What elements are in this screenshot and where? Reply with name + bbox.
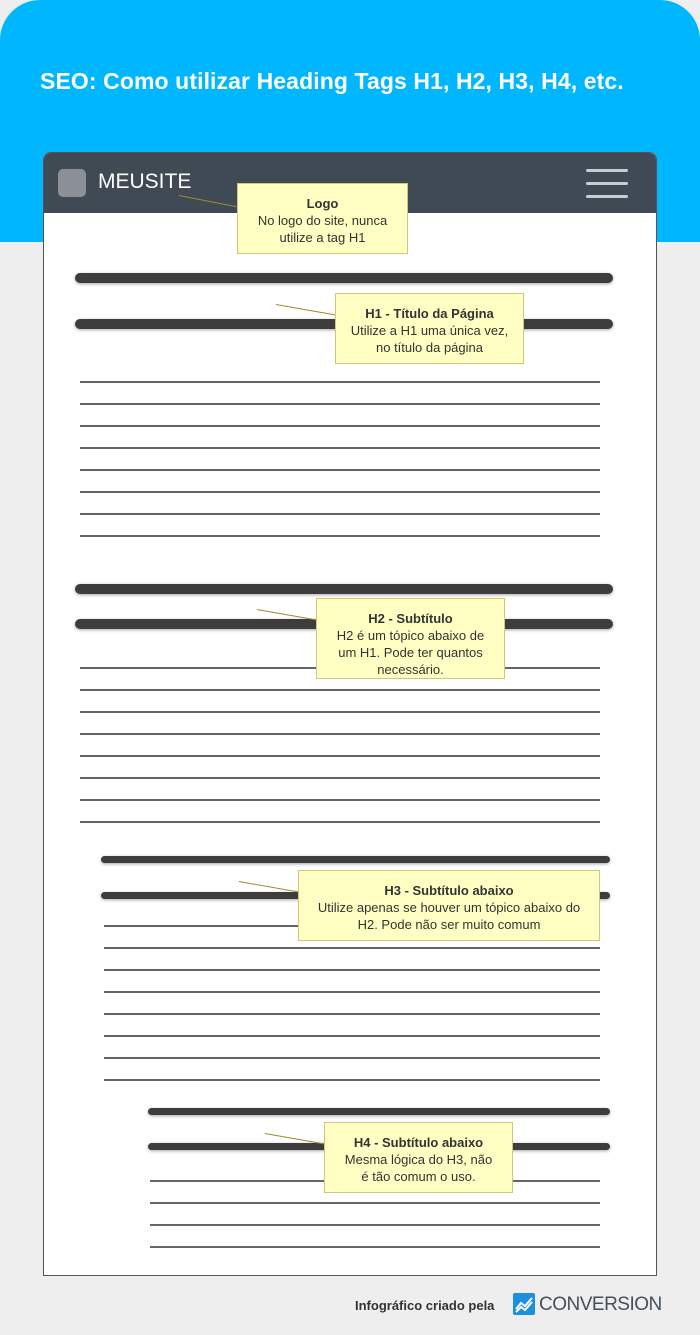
annotation-body: Utilize apenas se houver um tópico abaixo do H2. Pode não ser muito comum [317,900,581,932]
text-line [104,1057,600,1059]
annotation-body: No logo do site, nunca utilize a tag H1 [257,213,388,245]
text-line [150,1224,600,1226]
text-line [150,1246,600,1248]
text-line [80,469,600,471]
text-line [80,425,600,427]
h2-heading-bar [75,584,613,594]
text-line [80,513,600,515]
text-line [80,711,600,713]
h2-annotation [316,598,505,679]
annotation-body: Utilize a H1 uma única vez, no título da página [350,323,509,355]
text-line [80,535,600,537]
text-line [104,1013,600,1015]
conversion-chart-icon [513,1293,535,1315]
text-line [104,1079,600,1081]
h3-annotation [298,870,600,941]
text-line [104,991,600,993]
text-line [80,821,600,823]
text-line [80,491,600,493]
brand-logo[interactable]: CONVERSION [539,1294,662,1315]
text-line [80,403,600,405]
text-line [80,755,600,757]
annotation-heading: H1 - Título da Página [365,306,494,321]
text-line [104,947,600,949]
page-title: SEO: Como utilizar Heading Tags H1, H2, H3, H4, etc. [40,68,624,94]
text-line [80,777,600,779]
site-logo[interactable]: MEUSITE [98,170,192,193]
h3-heading-bar [101,856,610,863]
logo-annotation [237,183,408,254]
annotation-heading: H2 - Subtítulo [368,611,453,626]
text-line [80,447,600,449]
annotation-heading: H3 - Subtítulo abaixo [384,883,514,898]
text-line [104,969,600,971]
text-line [150,1202,600,1204]
annotation-heading: Logo [306,196,339,211]
text-line [80,689,600,691]
h1-heading-bar [75,273,613,283]
text-line [80,799,600,801]
text-line [80,733,600,735]
hamburger-menu-icon[interactable] [586,169,628,199]
text-line [104,1035,600,1037]
text-line [80,381,600,383]
logo-square-icon [58,169,86,197]
annotation-body: Mesma lógica do H3, não é tão comum o uso. [344,1152,493,1184]
h1-annotation [335,293,524,364]
annotation-body: H2 é um tópico abaixo de um H1. Pode ter quantos necessário. [336,628,485,677]
credit-text: Infográfico criado pela [355,1298,495,1313]
annotation-heading: H4 - Subtítulo abaixo [353,1135,484,1150]
h4-heading-bar [148,1108,610,1115]
h4-annotation [324,1122,513,1193]
